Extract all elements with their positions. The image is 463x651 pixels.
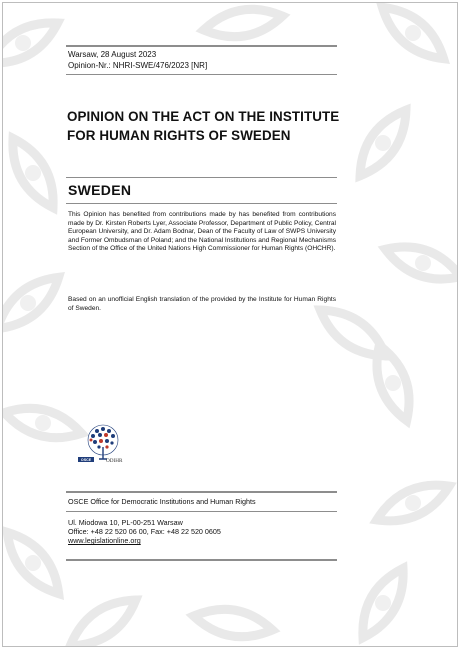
document-page (2, 2, 458, 647)
title-line-2: FOR HUMAN RIGHTS OF SWEDEN (67, 128, 291, 143)
office-name: OSCE Office for Democratic Institutions and Human Rights (68, 497, 256, 506)
header-top-rule (66, 45, 337, 47)
website-link[interactable]: www.legislationline.org (68, 536, 141, 545)
country-bottom-rule (66, 203, 337, 204)
odihr-wordmark: ODIHR (106, 458, 123, 464)
office-address: Ul. Miodowa 10, PL-00-251 Warsaw (68, 518, 183, 527)
footer-top-rule (66, 491, 337, 493)
office-phone-fax: Office: +48 22 520 06 00, Fax: +48 22 520 0605 (68, 527, 221, 536)
title-line-1: OPINION ON THE ACT ON THE INSTITUTE (67, 109, 340, 124)
contributions-paragraph: This Opinion has benefited from contributions made by has benefited from contributions made by Dr. Kirsten Roberts Lyer, Associate Professor, Department of Public Policy, Central European University, and Dr. Adam Bodnar, Dean of the Faculty of Law of SWPS University and Former Ombudsman of Poland; and the National Institutions and Regional Mechanisms Section of the Office of the United Nations High Commissioner for Human Rights (OHCHR). (68, 211, 336, 252)
page-content (3, 3, 458, 647)
odihr-logo (77, 421, 153, 477)
footer-bottom-rule (66, 559, 337, 561)
country-top-rule (66, 177, 337, 178)
header-bottom-rule (66, 74, 337, 75)
logo-tree-icon (88, 425, 118, 459)
document-title (67, 107, 357, 145)
date-line: Warsaw, 28 August 2023 (68, 50, 157, 59)
country-heading: SWEDEN (68, 182, 132, 198)
osce-badge-text: OSCE (80, 458, 92, 463)
translation-paragraph: Based on an unofficial English translation of the provided by the Institute for Human Rights of Sweden. (68, 296, 336, 312)
footer-mid-rule (66, 511, 337, 512)
opinion-number: Opinion-Nr.: NHRI-SWE/476/2023 [NR] (68, 61, 208, 70)
